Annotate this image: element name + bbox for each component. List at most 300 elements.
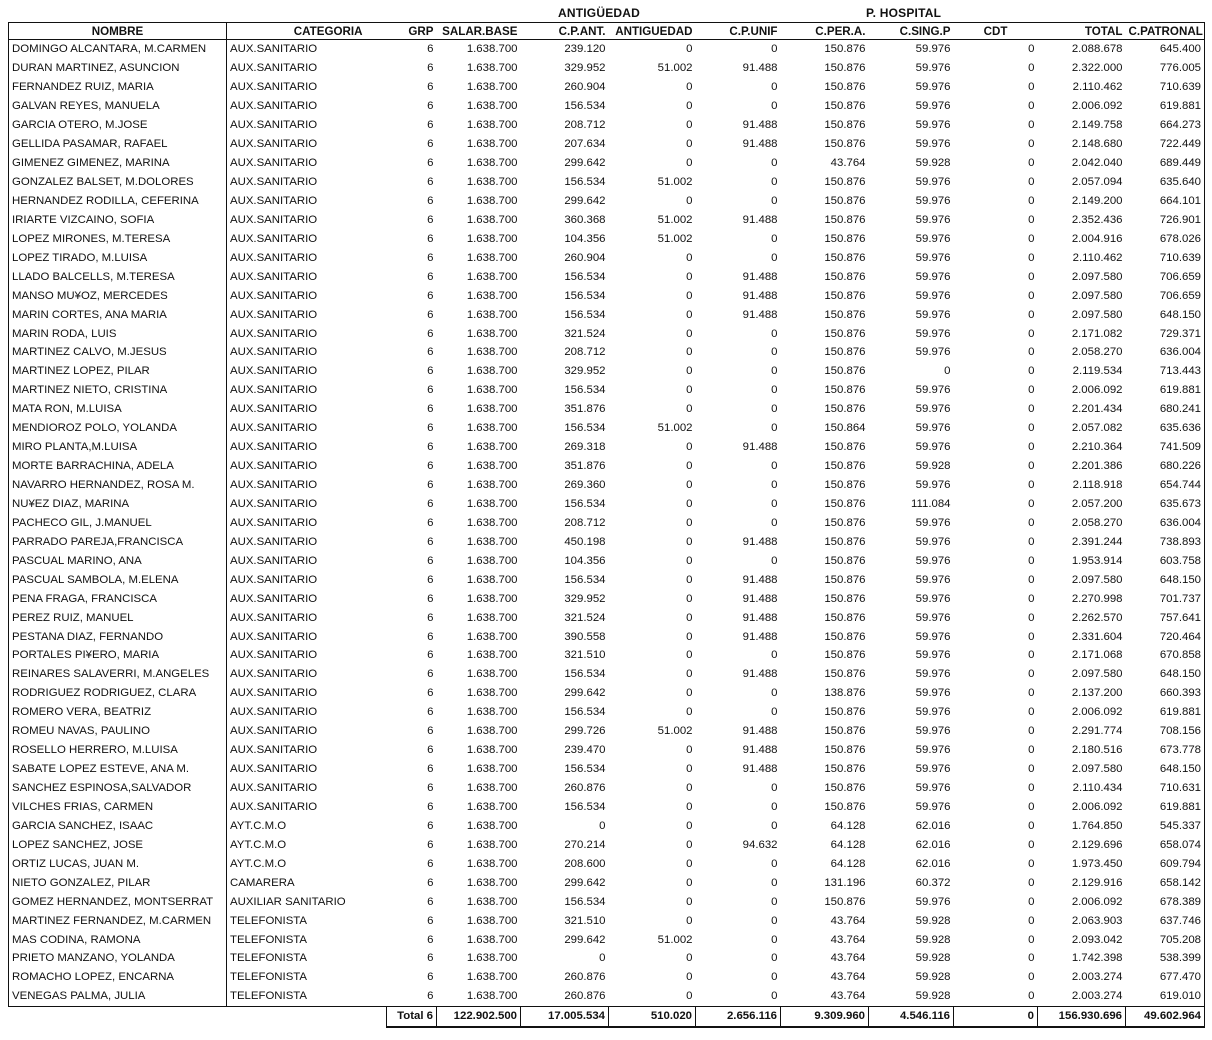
cell-antiguedad: 51.002 <box>657 176 693 189</box>
cell-antiguedad: 0 <box>686 479 693 492</box>
cell-cpatronal: 637.746 <box>1126 911 1205 930</box>
cell-cp-unif: 0 <box>771 232 778 245</box>
cell-cper-a: 150.864 <box>824 422 866 435</box>
cell-cpatronal: 648.150 <box>1126 665 1205 684</box>
cell-cpatronal: 648.150 <box>1126 570 1205 589</box>
cell-cpatronal: 738.893 <box>1126 532 1205 551</box>
cell-cper-a: 150.876 <box>824 573 866 586</box>
cell-total: 2.097.580 <box>1071 270 1123 283</box>
cell-csing-p: 59.976 <box>915 119 951 132</box>
cell-cp-unif: 91.488 <box>742 611 778 624</box>
cell-nombre: VENEGAS PALMA, JULIA <box>9 987 227 1006</box>
cell-total: 2.057.082 <box>1071 422 1123 435</box>
cell-cp-ant: 299.726 <box>564 725 606 738</box>
cell-categoria: AUX.SANITARIO <box>230 251 318 264</box>
cell-csing-p: 59.976 <box>915 270 951 283</box>
cell-salar-base: 1.638.700 <box>466 251 518 264</box>
cell-antiguedad: 0 <box>686 668 693 681</box>
cell-total: 1.742.398 <box>1071 952 1123 965</box>
cell-cp-ant: 0 <box>599 952 606 965</box>
cell-cp-ant: 208.712 <box>564 516 606 529</box>
cell-cp-unif: 0 <box>771 365 778 378</box>
cell-cp-unif: 94.632 <box>742 838 778 851</box>
cell-total: 2.180.516 <box>1071 744 1123 757</box>
cell-nombre: MIRO PLANTA,M.LUISA <box>9 438 227 457</box>
cell-cpatronal: 635.636 <box>1126 419 1205 438</box>
cell-total: 2.110.462 <box>1072 81 1123 94</box>
cell-cp-unif: 91.488 <box>742 592 778 605</box>
cell-categoria: AUX.SANITARIO <box>230 649 318 662</box>
cell-categoria: AUX.SANITARIO <box>230 194 318 207</box>
cell-categoria: CAMARERA <box>230 876 295 889</box>
cell-cpatronal: 619.881 <box>1126 381 1205 400</box>
cell-categoria: AUX.SANITARIO <box>230 592 318 605</box>
cell-cdt: 0 <box>1028 952 1035 965</box>
cell-cdt: 0 <box>1028 649 1035 662</box>
cell-antiguedad: 0 <box>686 119 693 132</box>
cell-salar-base: 1.638.700 <box>466 100 518 113</box>
col-header-total: TOTAL <box>1038 23 1126 40</box>
cell-nombre: PASCUAL SAMBOLA, M.ELENA <box>9 570 227 589</box>
cell-nombre: VILCHES FRIAS, CARMEN <box>9 798 227 817</box>
cell-cp-ant: 156.534 <box>564 763 606 776</box>
cell-cdt: 0 <box>1028 687 1035 700</box>
cell-categoria: AUX.SANITARIO <box>230 479 318 492</box>
cell-cper-a: 150.876 <box>824 213 866 226</box>
cell-grp: 6 <box>427 668 434 681</box>
cell-cp-ant: 299.642 <box>564 933 606 946</box>
cell-nombre: PASCUAL MARINO, ANA <box>9 551 227 570</box>
cell-cdt: 0 <box>1028 876 1035 889</box>
cell-categoria: AYT.C.M.O <box>230 819 287 832</box>
cell-csing-p: 59.976 <box>915 611 951 624</box>
cell-salar-base: 1.638.700 <box>466 289 518 302</box>
cell-cp-ant: 156.534 <box>564 668 606 681</box>
cell-nombre: DOMINGO ALCANTARA, M.CARMEN <box>9 40 227 59</box>
cell-grp: 6 <box>427 535 434 548</box>
cell-cpatronal: 710.639 <box>1126 248 1205 267</box>
cell-cp-unif: 0 <box>771 933 778 946</box>
cell-cpatronal: 619.881 <box>1126 97 1205 116</box>
cell-cp-unif: 0 <box>771 516 778 529</box>
cell-csing-p: 59.976 <box>915 516 951 529</box>
cell-categoria: AUX.SANITARIO <box>230 782 318 795</box>
cell-categoria: AUX.SANITARIO <box>230 43 318 56</box>
table-row <box>9 97 1205 116</box>
cell-cper-a: 131.196 <box>824 876 866 889</box>
cell-cdt: 0 <box>1028 573 1035 586</box>
table-row <box>9 248 1205 267</box>
cell-grp: 6 <box>427 422 434 435</box>
cell-grp: 6 <box>427 554 434 567</box>
cell-antiguedad: 0 <box>686 460 693 473</box>
cell-cpatronal: 706.659 <box>1126 286 1205 305</box>
cell-csing-p: 59.976 <box>915 441 951 454</box>
cell-grp: 6 <box>427 838 434 851</box>
cell-cdt: 0 <box>1028 592 1035 605</box>
cell-salar-base: 1.638.700 <box>466 176 518 189</box>
col-header-cper-a: C.PER.A. <box>781 23 869 40</box>
cell-csing-p: 59.976 <box>915 251 951 264</box>
cell-nombre: PRIETO MANZANO, YOLANDA <box>9 949 227 968</box>
cell-cper-a: 43.764 <box>781 987 869 1006</box>
cell-grp: 6 <box>427 62 434 75</box>
cell-cp-unif: 91.488 <box>742 213 778 226</box>
cell-total: 2.129.696 <box>1071 838 1123 851</box>
cell-nombre: ROMEU NAVAS, PAULINO <box>9 722 227 741</box>
cell-categoria: AUX.SANITARIO <box>230 403 318 416</box>
cell-cp-ant: 329.952 <box>564 62 606 75</box>
table-row <box>9 210 1205 229</box>
cell-total: 2.322.000 <box>1071 62 1123 75</box>
cell-total: 2.063.903 <box>1071 914 1123 927</box>
cell-categoria: AUX.SANITARIO <box>230 725 318 738</box>
cell-categoria: AUX.SANITARIO <box>230 232 318 245</box>
cell-categoria: AUX.SANITARIO <box>230 460 318 473</box>
cell-cp-unif: 0 <box>771 43 778 56</box>
cell-salar-base: 1.638.700 <box>466 971 518 984</box>
cell-cp-unif: 0 <box>771 176 778 189</box>
cell-grp: 6 <box>427 157 434 170</box>
cell-antiguedad: 0 <box>686 308 693 321</box>
cell-grp: 6 <box>427 706 434 719</box>
cell-csing-p: 59.976 <box>915 422 951 435</box>
cell-csing-p: 59.928 <box>915 157 951 170</box>
cell-cdt: 0 <box>1028 157 1035 170</box>
cell-cp-ant: 269.360 <box>564 479 606 492</box>
cell-grp: 6 <box>427 516 434 529</box>
cell-cpatronal: 701.737 <box>1126 589 1205 608</box>
cell-categoria: AUX.SANITARIO <box>230 422 318 435</box>
cell-cp-ant: 239.120 <box>564 43 606 56</box>
cell-salar-base: 1.638.700 <box>466 441 518 454</box>
cell-categoria: AUX.SANITARIO <box>230 346 318 359</box>
cell-cp-ant: 351.876 <box>564 460 606 473</box>
cell-cper-a: 150.876 <box>824 744 866 757</box>
cell-cp-ant: 260.904 <box>564 81 606 94</box>
cell-csing-p: 60.372 <box>915 876 951 889</box>
cell-cpatronal: 635.640 <box>1126 173 1205 192</box>
cell-csing-p: 59.976 <box>915 592 951 605</box>
cell-categoria: AUX.SANITARIO <box>230 384 318 397</box>
cell-cpatronal: 645.400 <box>1126 40 1205 59</box>
cell-cper-a: 43.764 <box>830 914 866 927</box>
cell-cp-unif: 91.488 <box>742 763 778 776</box>
cell-antiguedad: 0 <box>686 857 693 870</box>
cell-cp-unif: 91.488 <box>742 119 778 132</box>
cell-csing-p: 59.976 <box>915 706 951 719</box>
cell-grp: 6 <box>427 194 434 207</box>
cell-cpatronal: 705.208 <box>1126 930 1205 949</box>
total-cp-unif: 2.656.116 <box>696 1006 781 1026</box>
cell-nombre: NIETO GONZALEZ, PILAR <box>9 873 227 892</box>
cell-nombre: MARIN CORTES, ANA MARIA <box>9 305 227 324</box>
cell-grp: 6 <box>427 876 434 889</box>
cell-cp-unif: 0 <box>771 857 778 870</box>
cell-cper-a: 150.876 <box>824 62 866 75</box>
table-row <box>9 646 1205 665</box>
cell-cp-unif: 0 <box>771 157 778 170</box>
cell-antiguedad: 0 <box>686 819 693 832</box>
cell-cp-unif: 0 <box>771 194 778 207</box>
cell-csing-p: 59.976 <box>915 744 951 757</box>
cell-total: 2.149.200 <box>1071 194 1123 207</box>
table-row <box>9 267 1205 286</box>
cell-cp-ant: 208.712 <box>564 346 606 359</box>
cell-nombre: GONZALEZ BALSET, M.DOLORES <box>9 173 227 192</box>
cell-categoria: TELEFONISTA <box>230 933 308 946</box>
cell-cp-unif: 0 <box>771 497 778 510</box>
cell-categoria: AUX.SANITARIO <box>230 270 318 283</box>
cell-cper-a: 150.876 <box>824 176 866 189</box>
cell-antiguedad: 0 <box>686 838 693 851</box>
cell-nombre: LOPEZ MIRONES, M.TERESA <box>9 229 227 248</box>
cell-antiguedad: 0 <box>686 895 693 908</box>
cell-salar-base: 1.638.700 <box>466 630 518 643</box>
cell-salar-base: 1.638.700 <box>466 573 518 586</box>
cell-csing-p: 59.976 <box>915 800 951 813</box>
cell-categoria: AUXILIAR SANITARIO <box>230 895 346 908</box>
cell-nombre: ROSELLO HERRERO, M.LUISA <box>9 741 227 760</box>
cell-cper-a: 150.876 <box>824 270 866 283</box>
cell-cp-unif: 0 <box>771 800 778 813</box>
cell-cpatronal: 538.399 <box>1126 949 1205 968</box>
cell-nombre: RODRIGUEZ RODRIGUEZ, CLARA <box>9 684 227 703</box>
cell-cpatronal: 654.744 <box>1126 476 1205 495</box>
cell-total: 2.110.434 <box>1072 782 1123 795</box>
table-row <box>9 59 1205 78</box>
cell-grp: 6 <box>427 933 434 946</box>
cell-cper-a: 150.876 <box>824 194 866 207</box>
cell-salar-base: 1.638.700 <box>466 819 518 832</box>
cell-cp-ant: 156.534 <box>564 270 606 283</box>
cell-categoria: AUX.SANITARIO <box>230 573 318 586</box>
cell-cdt: 0 <box>1028 460 1035 473</box>
cell-nombre: GARCIA SANCHEZ, ISAAC <box>9 816 227 835</box>
cell-categoria: AUX.SANITARIO <box>230 687 318 700</box>
cell-cper-a: 150.876 <box>824 384 866 397</box>
cell-salar-base: 1.638.700 <box>466 403 518 416</box>
cell-antiguedad: 51.002 <box>657 933 693 946</box>
cell-csing-p: 59.928 <box>915 952 951 965</box>
cell-antiguedad: 0 <box>609 987 696 1006</box>
table-row <box>9 305 1205 324</box>
table-row <box>9 608 1205 627</box>
col-header-categoria: CATEGORIA <box>227 23 387 40</box>
cell-cper-a: 150.876 <box>824 763 866 776</box>
cell-cper-a: 150.876 <box>824 43 866 56</box>
cell-cdt: 0 <box>1028 81 1035 94</box>
cell-nombre: PESTANA DIAZ, FERNANDO <box>9 627 227 646</box>
cell-nombre: GARCIA OTERO, M.JOSE <box>9 116 227 135</box>
cell-csing-p: 59.976 <box>915 630 951 643</box>
table-row <box>9 457 1205 476</box>
cell-cdt: 0 <box>1028 971 1035 984</box>
cell-cdt: 0 <box>1028 327 1035 340</box>
cell-total: 2.331.604 <box>1071 630 1123 643</box>
cell-cp-ant: 104.356 <box>564 232 606 245</box>
cell-cdt: 0 <box>1028 763 1035 776</box>
table-row <box>9 987 1205 1006</box>
cell-cpatronal: 710.631 <box>1126 779 1205 798</box>
cell-cp-ant: 208.600 <box>564 857 606 870</box>
cell-categoria: AUX.SANITARIO <box>230 706 318 719</box>
cell-categoria: TELEFONISTA <box>230 971 308 984</box>
cell-categoria: AUX.SANITARIO <box>230 611 318 624</box>
cell-salar-base: 1.638.700 <box>466 384 518 397</box>
cell-salar-base: 1.638.700 <box>466 649 518 662</box>
cell-cper-a: 150.876 <box>824 725 866 738</box>
table-row <box>9 589 1205 608</box>
table-row <box>9 835 1205 854</box>
cell-cp-unif: 91.488 <box>742 573 778 586</box>
cell-cp-unif: 0 <box>771 554 778 567</box>
cell-nombre: REINARES SALAVERRI, M.ANGELES <box>9 665 227 684</box>
cell-grp: 6 <box>427 327 434 340</box>
cell-cdt: 0 <box>1028 119 1035 132</box>
cell-total: 2.097.580 <box>1071 668 1123 681</box>
cell-cpatronal: 677.470 <box>1126 968 1205 987</box>
cell-categoria: TELEFONISTA <box>227 987 387 1006</box>
cell-grp: 6 <box>427 289 434 302</box>
cell-cper-a: 150.876 <box>824 895 866 908</box>
cell-cp-unif: 0 <box>771 251 778 264</box>
cell-cp-ant: 321.510 <box>564 649 606 662</box>
cell-cpatronal: 680.226 <box>1126 457 1205 476</box>
cell-cdt: 0 <box>1028 668 1035 681</box>
cell-antiguedad: 0 <box>686 649 693 662</box>
cell-salar-base: 1.638.700 <box>466 194 518 207</box>
cell-csing-p: 59.976 <box>915 649 951 662</box>
table-row <box>9 495 1205 514</box>
cell-cdt: 0 <box>1028 800 1035 813</box>
cell-cp-unif: 0 <box>771 971 778 984</box>
cell-total: 2.262.570 <box>1071 611 1123 624</box>
cell-grp: 6 <box>427 914 434 927</box>
cell-salar-base: 1.638.700 <box>466 706 518 719</box>
cell-total: 2.003.274 <box>1071 971 1123 984</box>
totals-row <box>9 1006 1205 1026</box>
cell-total: 2.210.364 <box>1071 441 1123 454</box>
cell-antiguedad: 0 <box>686 43 693 56</box>
cell-cp-unif: 91.488 <box>742 441 778 454</box>
cell-csing-p: 59.976 <box>915 384 951 397</box>
cell-cdt: 0 <box>1028 138 1035 151</box>
cell-cper-a: 150.876 <box>824 81 866 94</box>
cell-grp: 6 <box>427 782 434 795</box>
cell-total: 2.093.042 <box>1071 933 1123 946</box>
cell-cdt: 0 <box>1028 194 1035 207</box>
cell-cpatronal: 545.337 <box>1126 816 1205 835</box>
cell-total: 2.097.580 <box>1071 308 1123 321</box>
cell-cpatronal: 689.449 <box>1126 154 1205 173</box>
cell-csing-p: 59.976 <box>915 194 951 207</box>
cell-cper-a: 150.876 <box>824 460 866 473</box>
total-cdt: 0 <box>954 1006 1038 1026</box>
cell-categoria: AUX.SANITARIO <box>230 763 318 776</box>
cell-categoria: AUX.SANITARIO <box>230 535 318 548</box>
cell-cdt: 0 <box>1028 403 1035 416</box>
cell-cper-a: 150.876 <box>824 649 866 662</box>
cell-total: 2.097.580 <box>1071 289 1123 302</box>
cell-cdt: 0 <box>1028 497 1035 510</box>
cell-antiguedad: 0 <box>686 611 693 624</box>
cell-cp-ant: 156.534 <box>564 308 606 321</box>
table-row <box>9 40 1205 59</box>
cell-nombre: MARTINEZ LOPEZ, PILAR <box>9 362 227 381</box>
cell-csing-p: 111.084 <box>911 497 951 510</box>
cell-salar-base: 1.638.700 <box>466 611 518 624</box>
cell-cp-unif: 0 <box>771 687 778 700</box>
cell-cdt: 0 <box>1028 914 1035 927</box>
table-row <box>9 532 1205 551</box>
cell-cp-ant: 156.534 <box>564 497 606 510</box>
cell-salar-base: 1.638.700 <box>466 535 518 548</box>
cell-categoria: AUX.SANITARIO <box>230 327 318 340</box>
cell-antiguedad: 51.002 <box>657 232 693 245</box>
cell-nombre: ORTIZ LUCAS, JUAN M. <box>9 854 227 873</box>
cell-cper-a: 43.764 <box>830 971 866 984</box>
cell-grp: 6 <box>427 800 434 813</box>
table-row <box>9 78 1205 97</box>
cell-cpatronal: 670.858 <box>1126 646 1205 665</box>
cell-cdt: 0 <box>1028 251 1035 264</box>
cell-cdt: 0 <box>1028 270 1035 283</box>
cell-total: 2.118.918 <box>1072 479 1123 492</box>
cell-cper-a: 150.876 <box>824 441 866 454</box>
cell-categoria: AUX.SANITARIO <box>230 744 318 757</box>
cell-cper-a: 150.876 <box>824 516 866 529</box>
cell-nombre: PEREZ RUIZ, MANUEL <box>9 608 227 627</box>
cell-csing-p: 59.976 <box>915 535 951 548</box>
cell-total: 2.270.998 <box>1071 592 1123 605</box>
cell-antiguedad: 0 <box>686 441 693 454</box>
cell-cdt: 0 <box>1028 725 1035 738</box>
cell-csing-p: 59.976 <box>915 289 951 302</box>
cell-categoria: AUX.SANITARIO <box>230 441 318 454</box>
table-row <box>9 741 1205 760</box>
cell-antiguedad: 0 <box>686 971 693 984</box>
cell-total: 1.973.450 <box>1071 857 1123 870</box>
cell-cp-unif: 0 <box>696 987 781 1006</box>
totals-label: Total 6 <box>387 1006 437 1026</box>
cell-cper-a: 150.876 <box>824 251 866 264</box>
cell-cper-a: 150.876 <box>824 479 866 492</box>
cell-categoria: AUX.SANITARIO <box>230 630 318 643</box>
cell-cpatronal: 636.004 <box>1126 513 1205 532</box>
cell-antiguedad: 0 <box>686 706 693 719</box>
cell-antiguedad: 0 <box>686 81 693 94</box>
table-row <box>9 286 1205 305</box>
cell-salar-base: 1.638.700 <box>466 763 518 776</box>
cell-cp-unif: 0 <box>771 819 778 832</box>
cell-csing-p: 0 <box>944 365 951 378</box>
cell-cpatronal: 708.156 <box>1126 722 1205 741</box>
cell-salar-base: 1.638.700 <box>466 687 518 700</box>
cell-salar-base: 1.638.700 <box>466 81 518 94</box>
cell-salar-base: 1.638.700 <box>466 157 518 170</box>
table-row <box>9 892 1205 911</box>
cell-cper-a: 150.876 <box>824 289 866 302</box>
cell-cdt: 0 <box>1028 365 1035 378</box>
cell-cpatronal: 680.241 <box>1126 400 1205 419</box>
total-cpatronal: 49.602.964 <box>1126 1006 1205 1026</box>
cell-salar-base: 1.638.700 <box>466 838 518 851</box>
cell-cp-unif: 0 <box>771 895 778 908</box>
cell-cper-a: 150.876 <box>824 138 866 151</box>
cell-nombre: MARIN RODA, LUIS <box>9 324 227 343</box>
col-header-cp-unif: C.P.UNIF <box>696 23 781 40</box>
